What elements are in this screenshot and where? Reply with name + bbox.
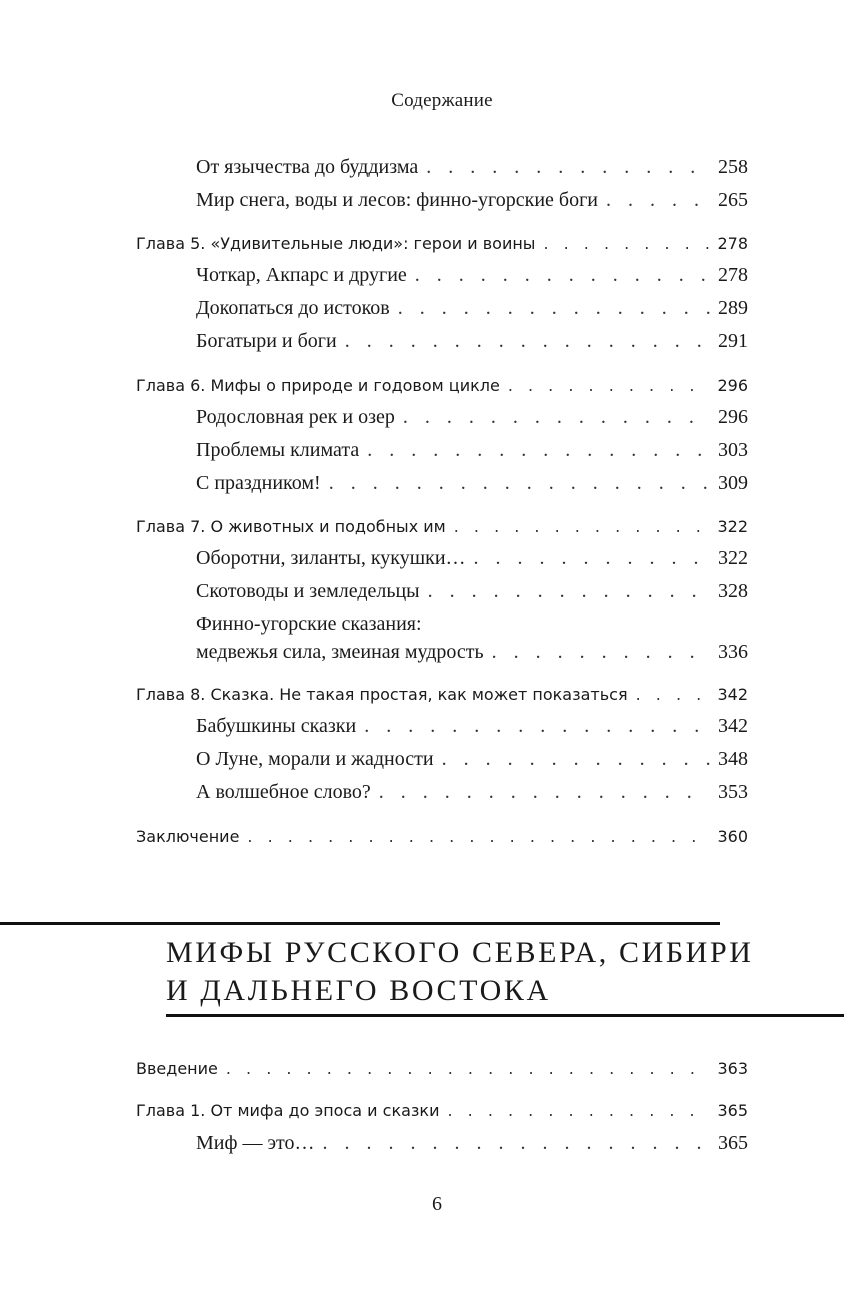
section-title-line2: И ДАЛЬНЕГО ВОСТОКА <box>166 974 551 1007</box>
toc-entry-title: А волшебное слово? <box>196 781 371 803</box>
toc-entry-page: 353 <box>718 781 748 803</box>
toc-chapter-title: Глава 7. О животных и подобных им <box>136 517 446 536</box>
section-title <box>166 934 754 1010</box>
toc-chapter[interactable] <box>136 376 748 395</box>
toc-entry[interactable] <box>196 781 748 804</box>
toc-entry-page: 278 <box>718 264 748 286</box>
toc-entry-title: Бабушкины сказки <box>196 715 357 737</box>
leader-dots <box>329 472 710 495</box>
toc-entry-page: 342 <box>718 715 748 737</box>
toc-entry-page: 365 <box>718 1132 748 1154</box>
toc-entry[interactable] <box>196 715 748 738</box>
leader-dots <box>636 685 710 704</box>
toc-entry-title: медвежья сила, змеиная мудрость <box>196 641 484 663</box>
toc-entry-title: Мир снега, воды и лесов: финно-угорские боги <box>196 189 598 211</box>
toc-chapter-page: 278 <box>717 234 748 253</box>
toc-chapter-page: 322 <box>717 517 748 536</box>
leader-dots <box>367 439 710 462</box>
leader-dots <box>543 234 709 253</box>
leader-dots <box>426 156 710 179</box>
section-rule-bottom <box>166 1014 844 1017</box>
toc-entry[interactable] <box>196 547 748 570</box>
leader-dots <box>447 1101 709 1120</box>
toc-entry-title-line1[interactable]: Финно-угорские сказания: <box>196 613 422 635</box>
toc-entry[interactable] <box>196 297 748 320</box>
toc-chapter-title: Глава 6. Мифы о природе и годовом цикле <box>136 376 500 395</box>
toc-entry-page: 289 <box>718 297 748 319</box>
toc-entry-page: 328 <box>718 580 748 602</box>
toc-entry-title: Чоткар, Акпарс и другие <box>196 264 407 286</box>
leader-dots <box>606 189 710 212</box>
leader-dots <box>454 517 710 536</box>
toc-entry[interactable] <box>196 1132 748 1155</box>
leader-dots <box>323 1132 710 1155</box>
toc-entry-page: 309 <box>718 472 748 494</box>
toc-entry[interactable] <box>196 641 748 664</box>
toc-entry-page: 265 <box>718 189 748 211</box>
toc-entry[interactable] <box>196 330 748 353</box>
toc-chapter-page: 296 <box>717 376 748 395</box>
toc-chapter[interactable] <box>136 1101 748 1120</box>
section-rule-top <box>0 922 720 925</box>
leader-dots <box>345 330 710 353</box>
leader-dots <box>508 376 710 395</box>
leader-dots <box>415 264 710 287</box>
section-title-line1: МИФЫ РУССКОГО СЕВЕРА, СИБИРИ <box>166 936 754 969</box>
toc-entry-title: От язычества до буддизма <box>196 156 419 178</box>
toc-entry[interactable] <box>196 406 748 429</box>
toc-entry-title: Родословная рек и озер <box>196 406 395 428</box>
toc-entry-page: 296 <box>718 406 748 428</box>
toc-chapter-page: 342 <box>717 685 748 704</box>
toc-entry-title: Богатыри и боги <box>196 330 337 352</box>
leader-dots <box>492 641 710 664</box>
leader-dots <box>403 406 710 429</box>
toc-entry[interactable] <box>196 156 748 179</box>
leader-dots <box>398 297 710 320</box>
toc-chapter[interactable] <box>136 234 748 253</box>
toc-chapter[interactable] <box>136 827 748 846</box>
leader-dots <box>379 781 710 804</box>
toc-chapter-title: Заключение <box>136 827 240 846</box>
toc-entry-page: 322 <box>718 547 748 569</box>
toc-chapter-title: Введение <box>136 1059 218 1078</box>
toc-chapter-title: Глава 8. Сказка. Не такая простая, как может показаться <box>136 685 628 704</box>
toc-entry[interactable] <box>196 189 748 212</box>
toc-entry-title: Докопаться до истоков <box>196 297 390 319</box>
toc-entry-page: 336 <box>718 641 748 663</box>
toc-entry-page: 258 <box>718 156 748 178</box>
running-head: Содержание <box>391 90 493 111</box>
toc-entry-page: 303 <box>718 439 748 461</box>
leader-dots <box>474 547 710 570</box>
toc-entry-page: 291 <box>718 330 748 352</box>
leader-dots <box>428 580 710 603</box>
toc-chapter-page: 365 <box>717 1101 748 1120</box>
toc-chapter-title: Глава 5. «Удивительные люди»: герои и воины <box>136 234 536 253</box>
toc-entry[interactable] <box>196 580 748 603</box>
toc-entry-title: О Луне, морали и жадности <box>196 748 434 770</box>
toc-entry-title: С праздником! <box>196 472 321 494</box>
leader-dots <box>226 1059 710 1078</box>
toc-entry[interactable] <box>196 439 748 462</box>
toc-entry-title: Оборотни, зиланты, кукушки… <box>196 547 466 569</box>
toc-chapter-page: 363 <box>717 1059 748 1078</box>
page-number: 6 <box>432 1193 442 1215</box>
toc-chapter[interactable] <box>136 517 748 536</box>
leader-dots <box>364 715 710 738</box>
toc-chapter-page: 360 <box>717 827 748 846</box>
toc-chapter[interactable] <box>136 685 748 704</box>
toc-entry[interactable] <box>196 264 748 287</box>
leader-dots <box>442 748 710 771</box>
toc-entry-title: Скотоводы и земледельцы <box>196 580 420 602</box>
toc-entry[interactable] <box>196 748 748 771</box>
toc-chapter[interactable] <box>136 1059 748 1078</box>
toc-chapter-title: Глава 1. От мифа до эпоса и сказки <box>136 1101 440 1120</box>
toc-entry-title: Проблемы климата <box>196 439 360 461</box>
toc-entry-page: 348 <box>718 748 748 770</box>
leader-dots <box>247 827 709 846</box>
toc-entry-title: Миф — это… <box>196 1132 315 1154</box>
toc-entry[interactable] <box>196 472 748 495</box>
